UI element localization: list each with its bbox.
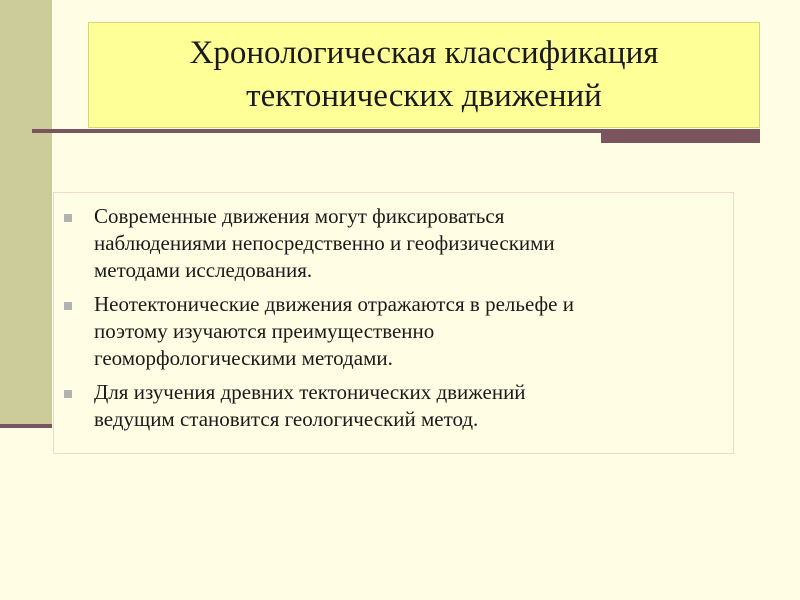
divider-accent-block	[601, 129, 760, 143]
bullet-item	[64, 203, 719, 284]
sidebar-band	[0, 0, 52, 425]
bullet-line: ведущим становится геологический метод.	[94, 407, 479, 431]
square-bullet-icon	[64, 302, 72, 310]
bullet-text	[94, 379, 526, 433]
bullet-item	[64, 291, 719, 372]
bullet-line: методами исследования.	[94, 258, 313, 282]
bullet-line: Современные движения могут фиксироваться	[94, 204, 505, 228]
sidebar-accent-line	[0, 424, 52, 428]
bullet-line: геоморфологическими методами.	[94, 346, 393, 370]
slide-title-line-1: Хронологическая классификация	[189, 35, 659, 71]
bullet-text	[94, 203, 555, 284]
square-bullet-icon	[64, 214, 72, 222]
slide-title-box	[88, 22, 760, 128]
bullet-line: наблюдениями непосредственно и геофизическими	[94, 231, 555, 255]
slide-title-line-2: тектонических движений	[246, 78, 602, 114]
square-bullet-icon	[64, 390, 72, 398]
bullet-line: Для изучения древних тектонических движений	[94, 380, 526, 404]
content-box	[53, 192, 734, 454]
bullet-line: поэтому изучаются преимущественно	[94, 319, 435, 343]
bullet-text	[94, 291, 574, 372]
bullet-item	[64, 379, 719, 433]
bullet-line: Неотектонические движения отражаются в рельефе и	[94, 292, 574, 316]
